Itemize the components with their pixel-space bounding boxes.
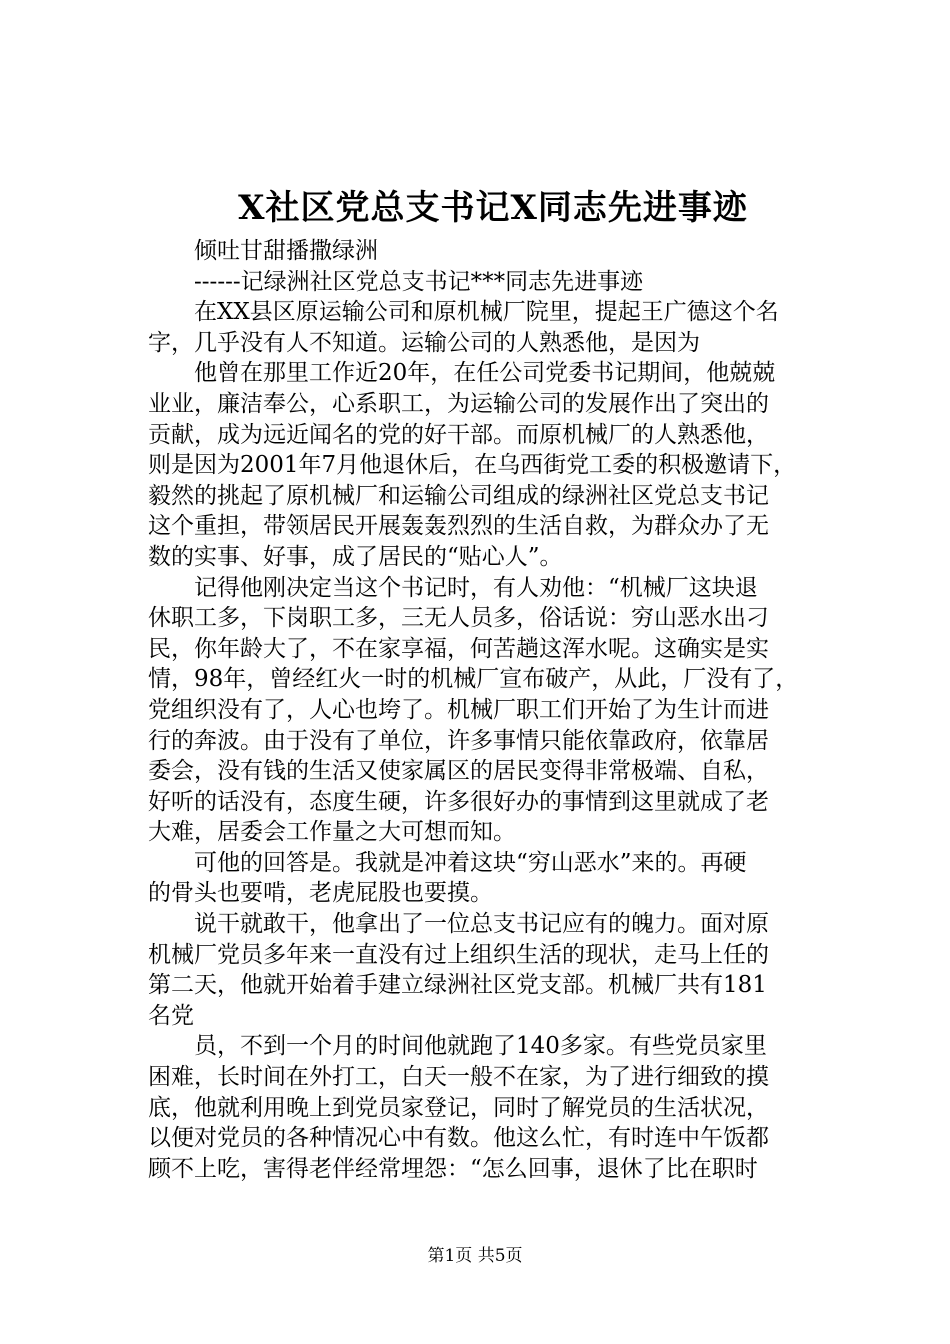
text-line: 民，你年龄大了，不在家享福，何苦趟这浑水呢。这确实是实: [148, 635, 769, 662]
text-line: 则是因为2001年7月他退休后，在乌西街党工委的积极邀请下，: [148, 452, 797, 479]
text-line: 在XX县区原运输公司和原机械厂院里，提起王广德这个名: [148, 299, 779, 326]
text-line: 可他的回答是。我就是冲着这块“穷山恶水”来的。再硬: [148, 849, 747, 876]
text-line: 说干就敢干，他拿出了一位总支书记应有的魄力。面对原: [148, 911, 769, 938]
document-title: X社区党总支书记X同志先进事迹: [238, 188, 748, 228]
text-line: 名党: [148, 1002, 194, 1029]
text-line: 记得他刚决定当这个书记时，有人劝他：“机械厂这块退: [148, 574, 758, 601]
text-line: 好听的话没有，态度生硬，许多很好办的事情到这里就成了老: [148, 788, 769, 815]
text-line: 第二天，他就开始着手建立绿洲社区党支部。机械厂共有181: [148, 972, 767, 999]
text-line: ------记绿洲社区党总支书记***同志先进事迹: [148, 268, 644, 295]
text-line: 困难，长时间在外打工，白天一般不在家，为了进行细致的摸: [148, 1064, 769, 1091]
text-line: 大难，居委会工作量之大可想而知。: [148, 819, 516, 846]
text-line: 以便对党员的各种情况心中有数。他这么忙，有时连中午饭都: [148, 1125, 769, 1152]
text-line: 数的实事、好事，成了居民的“贴心人”。: [148, 543, 563, 570]
text-line: 倾吐甘甜播撒绿洲: [148, 238, 378, 264]
page-footer: 第1页 共5页: [427, 1246, 523, 1266]
text-line: 委会，没有钱的生活又使家属区的居民变得非常极端、自私，: [148, 758, 769, 785]
text-line: 机械厂党员多年来一直没有过上组织生活的现状，走马上任的: [148, 941, 769, 968]
text-line: 行的奔波。由于没有了单位，许多事情只能依靠政府，依靠居: [148, 727, 769, 754]
document-body: [148, 236, 838, 1184]
text-line: 的骨头也要啃，老虎屁股也要摸。: [148, 880, 493, 907]
text-line: 党组织没有了，人心也垮了。机械厂职工们开始了为生计而进: [148, 696, 769, 723]
text-line: 业业，廉洁奉公，心系职工，为运输公司的发展作出了突出的: [148, 390, 769, 417]
text-line: 底，他就利用晚上到党员家登记，同时了解党员的生活状况，: [148, 1094, 769, 1121]
text-line: 他曾在那里工作近20年，在任公司党委书记期间，他兢兢: [148, 360, 776, 387]
document-page: [148, 180, 838, 1184]
text-line: 员，不到一个月的时间他就跑了140多家。有些党员家里: [148, 1033, 767, 1060]
text-line: 这个重担，带领居民开展轰轰烈烈的生活自救，为群众办了无: [148, 513, 769, 540]
text-line: 字，几乎没有人不知道。运输公司的人熟悉他，是因为: [148, 329, 700, 356]
text-line: 贡献，成为远近闻名的党的好干部。而原机械厂的人熟悉他，: [148, 421, 769, 448]
text-line: 毅然的挑起了原机械厂和运输公司组成的绿洲社区党总支书记: [148, 482, 769, 509]
text-line: 休职工多，下岗职工多，三无人员多，俗话说：穷山恶水出刁: [148, 605, 769, 632]
text-line: 情，98年，曾经红火一时的机械厂宣布破产，从此，厂没有了，: [148, 666, 799, 693]
text-line: 顾不上吃，害得老伴经常埋怨：“怎么回事，退休了比在职时: [148, 1155, 758, 1182]
